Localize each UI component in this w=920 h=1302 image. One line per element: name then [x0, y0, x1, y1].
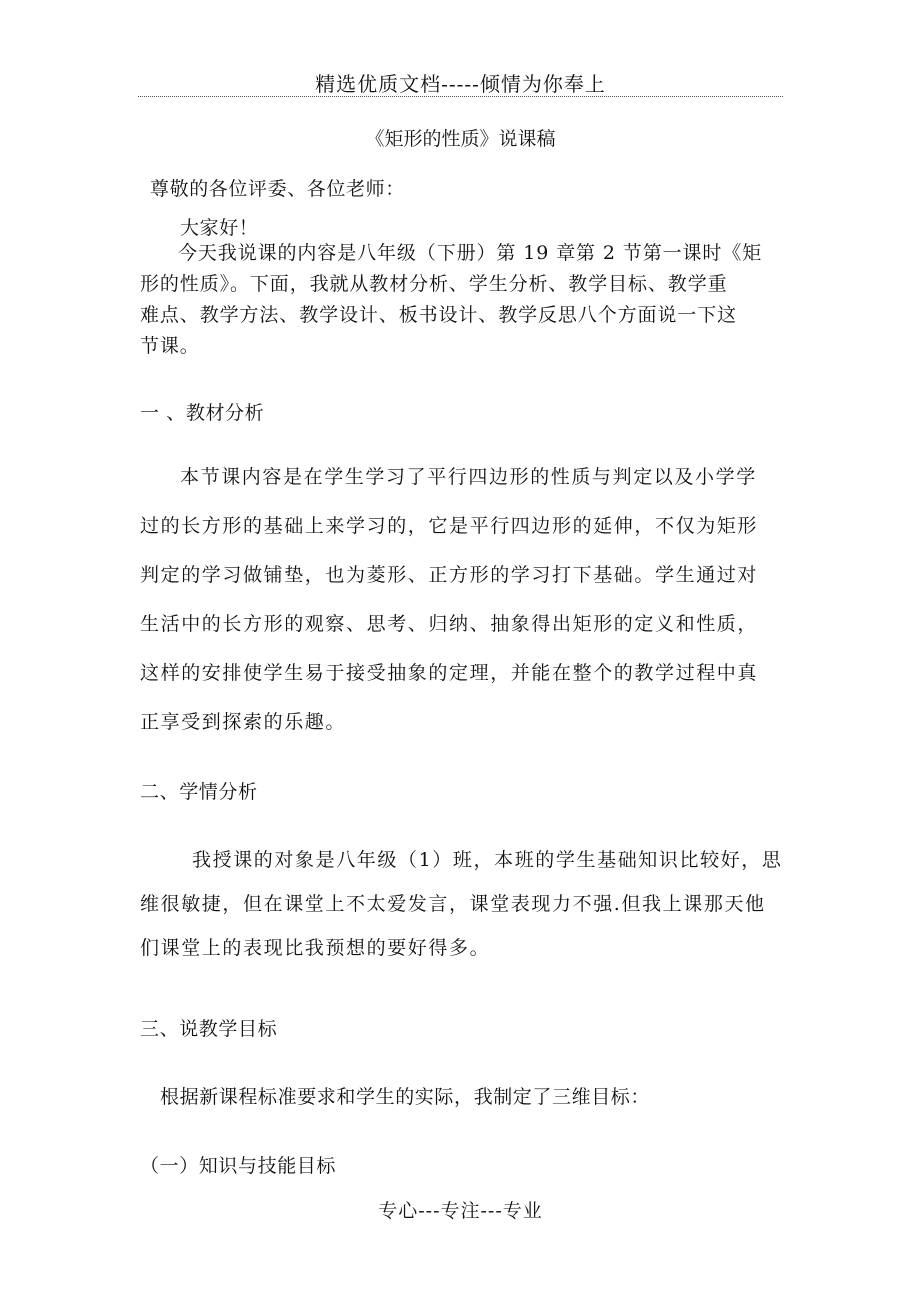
section-heading-textbook-analysis: 一 、教材分析	[140, 402, 265, 424]
section-heading-student-analysis: 二、学情分析	[140, 781, 258, 803]
paragraph-line: 生活中的长方形的观察、思考、归纳、抽象得出矩形的定义和性质，	[140, 613, 759, 635]
paragraph-line: 维很敏捷，但在课堂上不太爱发言，课堂表现力不强.但我上课那天他	[140, 893, 766, 915]
teaching-goals-paragraph: 根据新课程标准要求和学生的实际，我制定了三维目标：	[160, 1086, 651, 1108]
student-analysis-paragraph	[140, 838, 790, 970]
header-divider	[138, 96, 783, 97]
sub-heading-knowledge-skills: （一）知识与技能目标	[140, 1155, 337, 1177]
textbook-analysis-paragraph	[140, 453, 790, 747]
page-footer: 专心---专注---专业	[378, 1200, 543, 1222]
paragraph-line: 判定的学习做铺垫，也为菱形、正方形的学习打下基础。学生通过对	[140, 564, 759, 586]
paragraph-line: 本节课内容是在学生学习了平行四边形的性质与判定以及小学学	[180, 466, 757, 488]
salutation: 尊敬的各位评委、各位老师：	[150, 178, 405, 200]
intro-line: 节课。	[140, 335, 200, 357]
intro-line: 今天我说课的内容是八年级（下册）第 19 章第 2 节第一课时《矩	[178, 242, 763, 264]
intro-line: 难点、教学方法、教学设计、板书设计、教学反思八个方面说一下这	[140, 304, 738, 326]
intro-line: 形的性质》。下面，我就从教材分析、学生分析、教学目标、教学重	[140, 273, 728, 295]
document-title: 《矩形的性质》说课稿	[365, 128, 556, 150]
section-heading-teaching-goals: 三、说教学目标	[140, 1018, 278, 1040]
greeting: 大家好！	[180, 217, 259, 239]
paragraph-line: 们课堂上的表现比我预想的要好得多。	[140, 937, 491, 959]
paragraph-line: 我授课的对象是八年级（1）班，本班的学生基础知识比较好，思	[192, 849, 783, 871]
paragraph-line: 正享受到探索的乐趣。	[140, 711, 347, 733]
paragraph-line: 这样的安排使学生易于接受抽象的定理，并能在整个的教学过程中真	[140, 662, 759, 684]
paragraph-line: 过的长方形的基础上来学习的，它是平行四边形的延伸，不仅为矩形	[140, 515, 759, 537]
page-header: 精选优质文档-----倾情为你奉上	[315, 72, 606, 96]
intro-paragraph	[140, 238, 790, 362]
